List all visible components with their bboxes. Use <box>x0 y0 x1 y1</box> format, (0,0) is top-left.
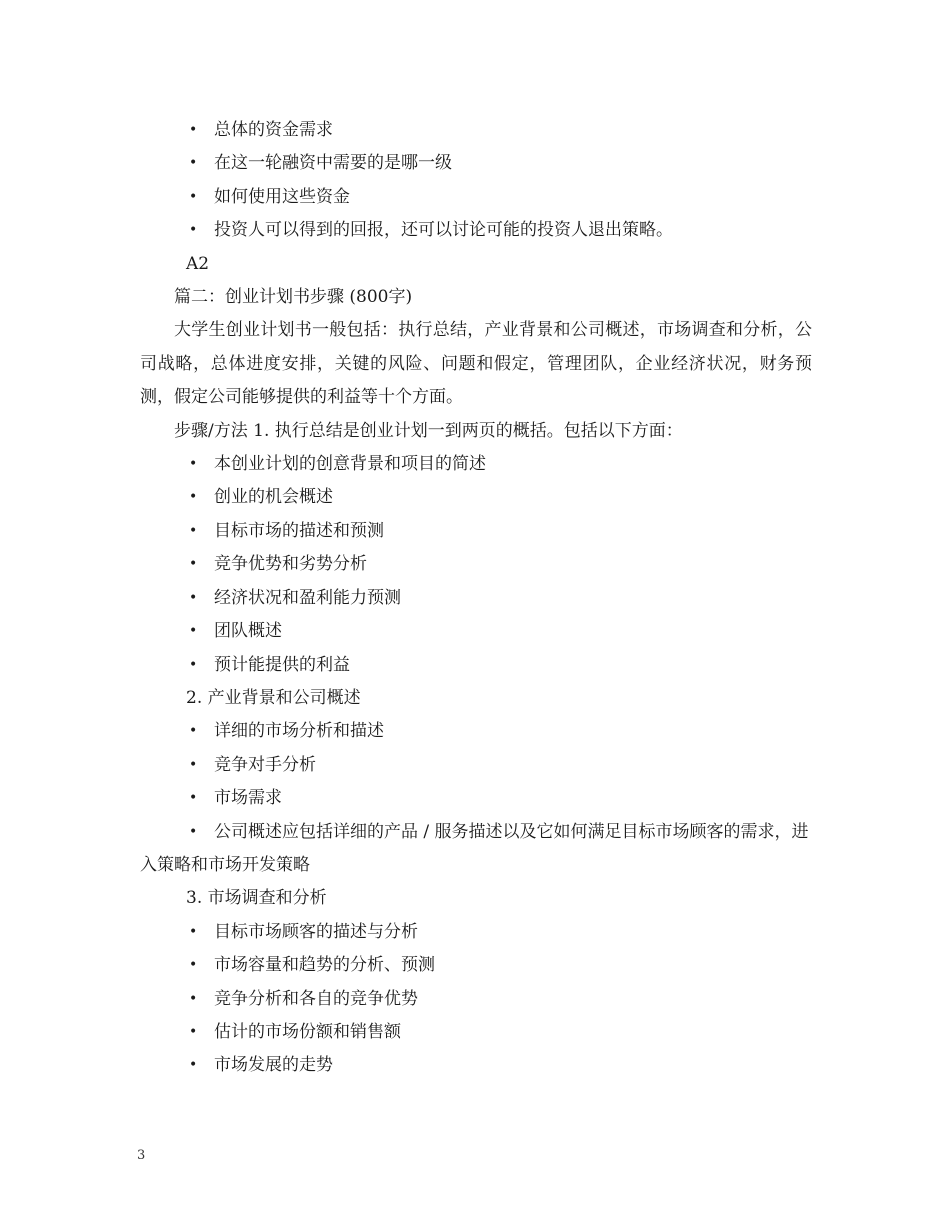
section-title: 篇二：创业计划书步骤 (800字) <box>174 287 413 308</box>
list-item <box>140 448 812 481</box>
list-item-text: 投资人可以得到的回报，还可以讨论可能的投资人退出策略。 <box>214 220 673 241</box>
list-item <box>140 715 812 748</box>
list-item-text: 在这一轮融资中需要的是哪一级 <box>214 153 452 174</box>
bullet-icon: • <box>189 1057 198 1074</box>
list-item <box>140 983 812 1016</box>
page-number: 3 <box>137 1148 146 1163</box>
list-item <box>140 147 812 180</box>
list-item <box>140 649 812 682</box>
bullet-icon: • <box>189 623 198 640</box>
label-a2: A2 <box>186 253 210 274</box>
list-item <box>140 916 812 949</box>
list-item <box>140 749 812 782</box>
bullet-icon: • <box>189 923 198 940</box>
bullet-icon: • <box>189 155 198 172</box>
bullet-icon: • <box>189 556 198 573</box>
list-item-text: 竞争分析和各自的竞争优势 <box>214 988 418 1009</box>
bullet-icon: • <box>189 222 198 239</box>
bullet-icon: • <box>189 656 198 673</box>
list-item-text: 预计能提供的利益 <box>214 654 350 675</box>
list-item-text: 公司概述应包括详细的产品 / 服务描述以及它如何满足目标市场顾客的需求，进入策略和市场开发策略 <box>140 821 809 875</box>
list-item <box>140 782 812 815</box>
list-item-text: 创业的机会概述 <box>214 487 333 508</box>
list-item <box>140 214 812 247</box>
list-item <box>140 615 812 648</box>
list-item-text: 竞争对手分析 <box>214 754 316 775</box>
bullet-icon: • <box>189 823 198 840</box>
page-content <box>140 114 812 1083</box>
list-item <box>140 114 812 147</box>
bullet-icon: • <box>189 122 198 138</box>
bullet-icon: • <box>189 489 198 506</box>
list-item <box>140 949 812 982</box>
list-item <box>140 481 812 514</box>
list-item <box>140 1049 812 1082</box>
list-item-text: 竞争优势和劣势分析 <box>214 554 367 575</box>
list-item-text: 详细的市场分析和描述 <box>214 721 384 742</box>
bullet-icon: • <box>189 990 198 1007</box>
list-item-text: 估计的市场份额和销售额 <box>214 1021 401 1042</box>
bullet-icon: • <box>189 1023 198 1040</box>
list-item-text: 团队概述 <box>214 621 282 642</box>
bullet-icon: • <box>189 589 198 606</box>
list-item-text: 总体的资金需求 <box>214 120 333 140</box>
bullet-icon: • <box>189 456 198 473</box>
list-item-text: 目标市场顾客的描述与分析 <box>214 921 418 942</box>
step2-heading: 2. 产业背景和公司概述 <box>186 687 361 708</box>
bullet-icon: • <box>189 188 198 205</box>
list-item-text: 目标市场的描述和预测 <box>214 520 384 541</box>
list-item-text: 市场发展的走势 <box>214 1055 333 1076</box>
list-item-text: 经济状况和盈利能力预测 <box>214 587 401 608</box>
bullet-icon: • <box>189 522 198 539</box>
bullet-icon: • <box>189 756 198 773</box>
intro-paragraph: 大学生创业计划书一般包括：执行总结，产业背景和公司概述，市场调查和分析，公司战略，总体进度安排，关键的风险、问题和假定，管理团队，企业经济状况，财务预测，假定公司能够提供的利益等十个方面。 <box>140 320 812 408</box>
list-item <box>140 515 812 548</box>
bullet-icon: • <box>189 957 198 974</box>
list-item-text: 本创业计划的创意背景和项目的简述 <box>214 454 486 475</box>
list-item-text: 如何使用这些资金 <box>214 186 350 207</box>
list-item-long <box>140 816 812 883</box>
step3-heading: 3. 市场调查和分析 <box>186 888 327 909</box>
list-item <box>140 548 812 581</box>
list-item-text: 市场容量和趋势的分析、预测 <box>214 955 435 976</box>
bullet-icon: • <box>189 723 198 740</box>
list-item-text: 市场需求 <box>214 788 282 809</box>
bullet-icon: • <box>189 790 198 807</box>
list-item <box>140 181 812 214</box>
step1-heading: 步骤/方法 1. 执行总结是创业计划一到两页的概括。包括以下方面： <box>174 420 683 441</box>
list-item <box>140 582 812 615</box>
list-item <box>140 1016 812 1049</box>
